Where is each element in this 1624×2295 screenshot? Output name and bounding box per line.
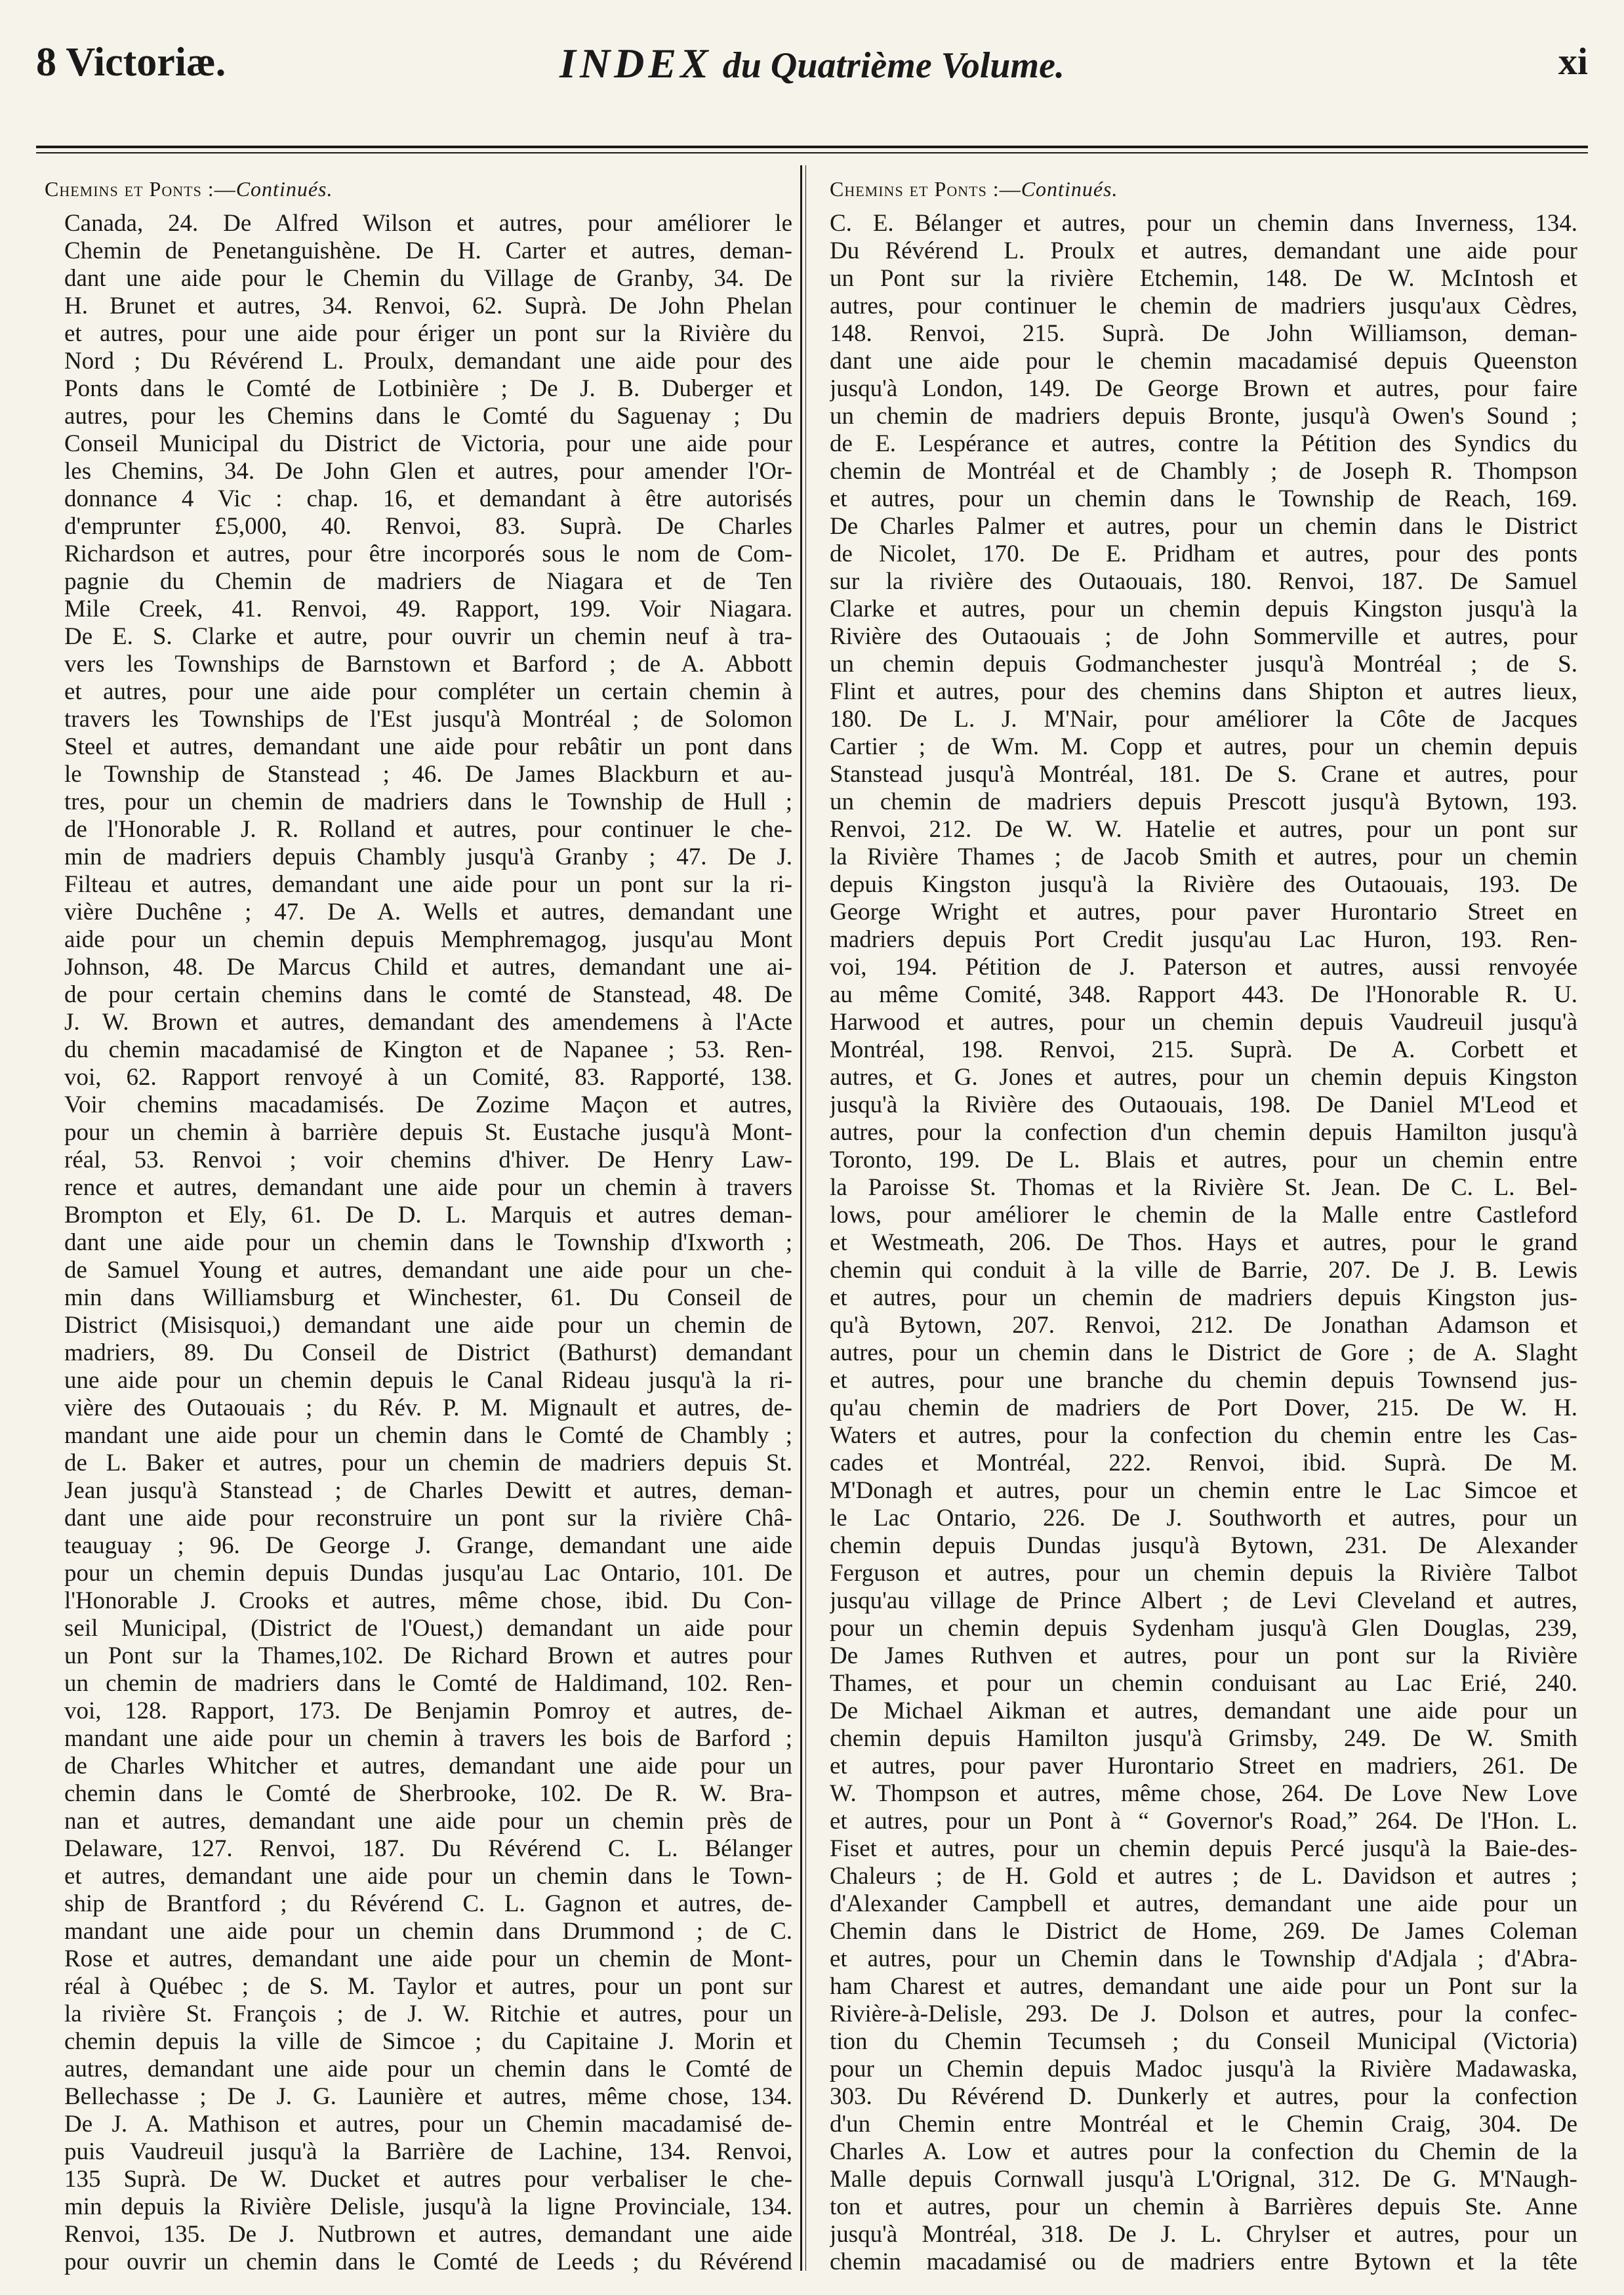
index-text-line: et autres, pour une aide pour compléter un certain chemin à: [64, 678, 792, 705]
index-text-line: Cartier ; de Wm. M. Copp et autres, pour un chemin depuis: [830, 733, 1577, 760]
page-title: [36, 39, 1588, 88]
index-text-line: Charles A. Low et autres pour la confection du Chemin de la: [830, 2138, 1577, 2165]
right-heading-continued: Continués.: [1021, 177, 1118, 201]
page-header: [36, 33, 1588, 112]
index-text-line: M'Donagh et autres, pour un chemin entre le Lac Simcoe et: [830, 1477, 1577, 1504]
index-text-line: d'Alexander Campbell et autres, demandant une aide pour un: [830, 1890, 1577, 1917]
index-text-line: de Samuel Young et autres, demandant une aide pour un che-: [64, 1257, 792, 1284]
index-text-line: un chemin depuis Godmanchester jusqu'à Montréal ; de S.: [830, 651, 1577, 678]
index-text-line: Clarke et autres, pour un chemin depuis Kingston jusqu'à la: [830, 596, 1577, 622]
title-rest: du Quatrième Volume.: [722, 45, 1065, 86]
index-text-line: pour ouvrir un chemin dans le Comté de Leeds ; du Révérend: [64, 2248, 792, 2275]
index-text-line: dant une aide pour un chemin dans le Township d'Ixworth ;: [64, 1229, 792, 1256]
index-text-line: madriers depuis Port Credit jusqu'au Lac Huron, 193. Ren-: [830, 926, 1577, 953]
index-text-line: une aide pour un chemin depuis le Canal Rideau jusqu'à la ri-: [64, 1367, 792, 1394]
index-text-line: min de madriers depuis Chambly jusqu'à Granby ; 47. De J.: [64, 843, 792, 870]
index-text-line: et autres, pour un Pont à “ Governor's Road,” 264. De l'Hon. L.: [830, 1808, 1577, 1835]
right-section-heading: [830, 174, 1577, 203]
index-text-line: travers les Townships de l'Est jusqu'à Montréal ; de Solomon: [64, 706, 792, 733]
index-text-line: Du Révérend L. Proulx et autres, demandant une aide pour: [830, 237, 1577, 264]
index-text-line: Fiset et autres, pour un chemin depuis Percé jusqu'à la Baie-des-: [830, 1835, 1577, 1862]
index-text-line: autres, pour continuer le chemin de madriers jusqu'aux Cèdres,: [830, 293, 1577, 319]
index-text-line: cades et Montréal, 222. Renvoi, ibid. Suprà. De M.: [830, 1450, 1577, 1476]
index-text-line: pour un chemin depuis Sydenham jusqu'à Glen Douglas, 239,: [830, 1615, 1577, 1642]
index-text-line: dant une aide pour le chemin macadamisé depuis Queenston: [830, 348, 1577, 375]
index-text-line: Johnson, 48. De Marcus Child et autres, demandant une ai-: [64, 954, 792, 981]
index-text-line: mandant une aide pour un chemin dans le Comté de Chambly ;: [64, 1422, 792, 1449]
index-text-line: jusqu'à Montréal, 318. De J. L. Chrylser et autres, pour un: [830, 2221, 1577, 2248]
index-text-line: Rivière-à-Delisle, 293. De J. Dolson et autres, pour la confec-: [830, 2001, 1577, 2027]
index-text-line: nan et autres, demandant une aide pour un chemin près de: [64, 1808, 792, 1835]
index-text-line: pour un Chemin depuis Madoc jusqu'à la Rivière Madawaska,: [830, 2056, 1577, 2082]
index-text-line: Mile Creek, 41. Renvoi, 49. Rapport, 199. Voir Niagara.: [64, 596, 792, 622]
index-text-line: la Paroisse St. Thomas et la Rivière St. Jean. De C. L. Bel-: [830, 1174, 1577, 1201]
index-text-line: voi, 62. Rapport renvoyé à un Comité, 83. Rapporté, 138.: [64, 1064, 792, 1091]
index-text-line: Renvoi, 212. De W. W. Hatelie et autres, pour un pont sur: [830, 816, 1577, 843]
session-label: 8 Victoriæ.: [36, 40, 226, 85]
left-heading-continued: Continués.: [235, 177, 333, 201]
index-text-line: chemin de Montréal et de Chambly ; de Joseph R. Thompson: [830, 458, 1577, 485]
index-text-line: de l'Honorable J. R. Rolland et autres, pour continuer le che-: [64, 816, 792, 843]
index-text-line: Bellechasse ; De J. G. Launière et autres, même chose, 134.: [64, 2083, 792, 2110]
index-text-line: jusqu'au village de Prince Albert ; de Levi Cleveland et autres,: [830, 1587, 1577, 1614]
right-heading-title: Chemins et Ponts :—: [830, 177, 1021, 201]
index-text-line: tion du Chemin Tecumseh ; du Conseil Municipal (Victoria): [830, 2028, 1577, 2055]
index-text-line: Rose et autres, demandant une aide pour un chemin de Mont-: [64, 1945, 792, 1972]
index-text-line: voi, 194. Pétition de J. Paterson et autres, aussi renvoyée: [830, 954, 1577, 981]
index-text-line: autres, demandant une aide pour un chemin dans le Comté de: [64, 2056, 792, 2082]
right-column-text: [830, 210, 1577, 2276]
index-text-line: Nord ; Du Révérend L. Proulx, demandant une aide pour des: [64, 348, 792, 375]
index-text-line: et autres, pour un chemin dans le Township de Reach, 169.: [830, 485, 1577, 512]
index-text-line: autres, et G. Jones et autres, pour un chemin depuis Kingston: [830, 1064, 1577, 1091]
index-text-line: 135 Suprà. De W. Ducket et autres pour verbaliser le che-: [64, 2166, 792, 2193]
index-text-line: un Pont sur la rivière Etchemin, 148. De W. McIntosh et: [830, 265, 1577, 292]
index-text-line: autres, pour les Chemins dans le Comté du Saguenay ; Du: [64, 403, 792, 430]
index-text-line: ham Charest et autres, demandant une aide pour un Pont sur la: [830, 1973, 1577, 2000]
left-section-heading: [45, 174, 792, 203]
index-text-line: Thames, et pour un chemin conduisant au Lac Erié, 240.: [830, 1670, 1577, 1697]
index-text-line: chemin macadamisé ou de madriers entre Bytown et la tête: [830, 2248, 1577, 2275]
index-text-line: et autres, pour un Chemin dans le Township d'Adjala ; d'Abra-: [830, 1945, 1577, 1972]
index-text-line: vière des Outaouais ; du Rév. P. M. Mignault et autres, de-: [64, 1394, 792, 1421]
index-text-line: District (Misisquoi,) demandant une aide pour un chemin de: [64, 1312, 792, 1339]
index-text-line: chemin depuis Dundas jusqu'à Bytown, 231. De Alexander: [830, 1532, 1577, 1559]
index-text-line: qu'à Bytown, 207. Renvoi, 212. De Jonathan Adamson et: [830, 1312, 1577, 1339]
left-column: [45, 174, 792, 2276]
column-divider: [800, 165, 802, 2271]
index-text-line: jusqu'à London, 149. De George Brown et autres, pour faire: [830, 375, 1577, 402]
index-text-line: chemin depuis la ville de Simcoe ; du Capitaine J. Morin et: [64, 2028, 792, 2055]
index-text-line: et autres, pour une aide pour ériger un pont sur la Rivière du: [64, 320, 792, 347]
index-text-line: rence et autres, demandant une aide pour un chemin à travers: [64, 1174, 792, 1201]
index-text-line: Flint et autres, pour des chemins dans Shipton et autres lieux,: [830, 678, 1577, 705]
index-text-line: J. W. Brown et autres, demandant des amendemens à l'Acte: [64, 1009, 792, 1036]
index-text-line: pour un chemin depuis Dundas jusqu'au Lac Ontario, 101. De: [64, 1560, 792, 1587]
index-text-line: Renvoi, 135. De J. Nutbrown et autres, demandant une aide: [64, 2221, 792, 2248]
index-text-line: le Lac Ontario, 226. De J. Southworth et autres, pour un: [830, 1505, 1577, 1532]
index-text-line: depuis Kingston jusqu'à la Rivière des Outaouais, 193. De: [830, 871, 1577, 898]
index-text-line: de Charles Whitcher et autres, demandant une aide pour un: [64, 1753, 792, 1779]
index-text-line: 148. Renvoi, 215. Suprà. De John Williamson, deman-: [830, 320, 1577, 347]
right-column: [830, 174, 1577, 2276]
index-text-line: mandant une aide pour un chemin dans Drummond ; de C.: [64, 1918, 792, 1945]
header-rule-thick: [36, 146, 1588, 148]
index-text-line: tres, pour un chemin de madriers dans le Township de Hull ;: [64, 788, 792, 815]
index-text-line: Ferguson et autres, pour un chemin depuis la Rivière Talbot: [830, 1560, 1577, 1587]
index-text-line: un chemin de madriers dans le Comté de Haldimand, 102. Ren-: [64, 1670, 792, 1697]
index-text-line: de L. Baker et autres, pour un chemin de madriers depuis St.: [64, 1450, 792, 1476]
index-text-line: Conseil Municipal du District de Victoria, pour une aide pour: [64, 430, 792, 457]
page-number: xi: [1558, 40, 1588, 83]
index-text-line: d'emprunter £5,000, 40. Renvoi, 83. Suprà. De Charles: [64, 513, 792, 540]
index-text-line: chemin dans le Comté de Sherbrooke, 102. De R. W. Bra-: [64, 1780, 792, 1807]
index-text-line: qu'au chemin de madriers de Port Dover, 215. De W. H.: [830, 1394, 1577, 1421]
index-text-line: dant une aide pour reconstruire un pont sur la rivière Châ-: [64, 1505, 792, 1532]
index-text-line: W. Thompson et autres, même chose, 264. De Love New Love: [830, 1780, 1577, 1807]
index-text-line: ton et autres, pour un chemin à Barrières depuis Ste. Anne: [830, 2193, 1577, 2220]
index-text-line: autres, pour la confection d'un chemin depuis Hamilton jusqu'à: [830, 1119, 1577, 1146]
index-text-line: le Township de Stanstead ; 46. De James Blackburn et au-: [64, 761, 792, 788]
index-text-line: Montréal, 198. Renvoi, 215. Suprà. De A. Corbett et: [830, 1036, 1577, 1063]
index-text-line: et Westmeath, 206. De Thos. Hays et autres, pour le grand: [830, 1229, 1577, 1256]
index-text-line: réal à Québec ; de S. M. Taylor et autres, pour un pont sur: [64, 1973, 792, 2000]
index-text-line: George Wright et autres, pour paver Hurontario Street en: [830, 899, 1577, 925]
index-text-line: la Rivière Thames ; de Jacob Smith et autres, pour un chemin: [830, 843, 1577, 870]
index-text-line: De James Ruthven et autres, pour un pont sur la Rivière: [830, 1642, 1577, 1669]
index-text-line: Harwood et autres, pour un chemin depuis Vaudreuil jusqu'à: [830, 1009, 1577, 1036]
index-text-line: Delaware, 127. Renvoi, 187. Du Révérend C. L. Bélanger: [64, 1835, 792, 1862]
index-text-line: autres, pour un chemin dans le District de Gore ; de A. Slaght: [830, 1339, 1577, 1366]
column-divider-thin: [805, 165, 806, 2271]
index-text-line: vers les Townships de Barnstown et Barford ; de A. Abbott: [64, 651, 792, 678]
index-text-line: Rivière des Outaouais ; de John Sommerville et autres, pour: [830, 623, 1577, 650]
index-text-line: voi, 128. Rapport, 173. De Benjamin Pomroy et autres, de-: [64, 1697, 792, 1724]
index-text-line: Ponts dans le Comté de Lotbinière ; De J. B. Duberger et: [64, 375, 792, 402]
index-text-line: De Charles Palmer et autres, pour un chemin dans le District: [830, 513, 1577, 540]
header-rule-thin: [36, 152, 1588, 153]
index-text-line: sur la rivière des Outaouais, 180. Renvoi, 187. De Samuel: [830, 568, 1577, 595]
index-text-line: un Pont sur la Thames,102. De Richard Brown et autres pour: [64, 1642, 792, 1669]
index-text-line: les Chemins, 34. De John Glen et autres, pour amender l'Or-: [64, 458, 792, 485]
index-text-line: madriers, 89. Du Conseil de District (Bathurst) demandant: [64, 1339, 792, 1366]
index-text-line: Steel et autres, demandant une aide pour rebâtir un pont dans: [64, 733, 792, 760]
index-text-line: au même Comité, 348. Rapport 443. De l'Honorable R. U.: [830, 981, 1577, 1008]
index-text-line: Canada, 24. De Alfred Wilson et autres, pour améliorer le: [64, 210, 792, 237]
index-text-line: Stanstead jusqu'à Montréal, 181. De S. Crane et autres, pour: [830, 761, 1577, 788]
index-text-line: min dans Williamsburg et Winchester, 61. Du Conseil de: [64, 1284, 792, 1311]
index-text-line: Brompton et Ely, 61. De D. L. Marquis et autres deman-: [64, 1202, 792, 1229]
index-text-line: et autres, pour une branche du chemin depuis Townsend jus-: [830, 1367, 1577, 1394]
index-text-line: la rivière St. François ; de J. W. Ritchie et autres, pour un: [64, 2001, 792, 2027]
index-text-line: de E. Lespérance et autres, contre la Pétition des Syndics du: [830, 430, 1577, 457]
index-text-line: chemin qui conduit à la ville de Barrie, 207. De J. B. Lewis: [830, 1257, 1577, 1284]
index-text-line: H. Brunet et autres, 34. Renvoi, 62. Suprà. De John Phelan: [64, 293, 792, 319]
index-text-line: chemin depuis Hamilton jusqu'à Grimsby, 249. De W. Smith: [830, 1725, 1577, 1752]
index-text-line: et autres, pour paver Hurontario Street en madriers, 261. De: [830, 1753, 1577, 1779]
index-text-line: réal, 53. Renvoi ; voir chemins d'hiver. De Henry Law-: [64, 1147, 792, 1173]
index-text-line: pour un chemin à barrière depuis St. Eustache jusqu'à Mont-: [64, 1119, 792, 1146]
index-text-line: vière Duchêne ; 47. De A. Wells et autres, demandant une: [64, 899, 792, 925]
index-text-line: aide pour un chemin depuis Memphremagog, jusqu'au Mont: [64, 926, 792, 953]
index-text-line: De J. A. Mathison et autres, pour un Chemin macadamisé de-: [64, 2111, 792, 2138]
left-column-text: [45, 210, 792, 2276]
left-heading-title: Chemins et Ponts :—: [45, 177, 236, 201]
index-text-line: d'un Chemin entre Montréal et le Chemin Craig, 304. De: [830, 2111, 1577, 2138]
index-text-line: Chemin de Penetanguishène. De H. Carter et autres, deman-: [64, 237, 792, 264]
index-text-line: un chemin de madriers depuis Bronte, jusqu'à Owen's Sound ;: [830, 403, 1577, 430]
index-text-line: Filteau et autres, demandant une aide pour un pont sur la ri-: [64, 871, 792, 898]
index-text-line: Toronto, 199. De L. Blais et autres, pour un chemin entre: [830, 1147, 1577, 1173]
index-text-line: De E. S. Clarke et autre, pour ouvrir un chemin neuf à tra-: [64, 623, 792, 650]
index-text-line: Waters et autres, pour la confection du chemin entre les Cas-: [830, 1422, 1577, 1449]
index-text-line: du chemin macadamisé de Kington et de Napanee ; 53. Ren-: [64, 1036, 792, 1063]
index-text-line: Malle depuis Cornwall jusqu'à L'Orignal, 312. De G. M'Naugh-: [830, 2166, 1577, 2193]
index-text-line: 180. De L. J. M'Nair, pour améliorer la Côte de Jacques: [830, 706, 1577, 733]
index-text-line: 303. Du Révérend D. Dunkerly et autres, pour la confection: [830, 2083, 1577, 2110]
index-text-line: Voir chemins macadamisés. De Zozime Maçon et autres,: [64, 1091, 792, 1118]
index-text-line: l'Honorable J. Crooks et autres, même chose, ibid. Du Con-: [64, 1587, 792, 1614]
index-text-line: puis Vaudreuil jusqu'à la Barrière de Lachine, 134. Renvoi,: [64, 2138, 792, 2165]
index-text-line: un chemin de madriers depuis Prescott jusqu'à Bytown, 193.: [830, 788, 1577, 815]
index-text-line: et autres, demandant une aide pour un chemin dans le Town-: [64, 1863, 792, 1890]
index-text-line: teauguay ; 96. De George J. Grange, demandant une aide: [64, 1532, 792, 1559]
index-text-line: de Nicolet, 170. De E. Pridham et autres, pour des ponts: [830, 540, 1577, 567]
index-text-line: Chaleurs ; de H. Gold et autres ; de L. Davidson et autres ;: [830, 1863, 1577, 1890]
index-text-line: Chemin dans le District de Home, 269. De James Coleman: [830, 1918, 1577, 1945]
index-text-line: min depuis la Rivière Delisle, jusqu'à la ligne Provinciale, 134.: [64, 2193, 792, 2220]
index-text-line: Jean jusqu'à Stanstead ; de Charles Dewitt et autres, deman-: [64, 1477, 792, 1504]
index-text-line: donnance 4 Vic : chap. 16, et demandant à être autorisés: [64, 485, 792, 512]
index-text-line: De Michael Aikman et autres, demandant une aide pour un: [830, 1697, 1577, 1724]
index-text-line: mandant une aide pour un chemin à travers les bois de Barford ;: [64, 1725, 792, 1752]
index-text-line: pagnie du Chemin de madriers de Niagara et de Ten: [64, 568, 792, 595]
index-text-line: Richardson et autres, pour être incorporés sous le nom de Com-: [64, 540, 792, 567]
title-index-word: INDEX: [559, 40, 712, 87]
index-text-line: et autres, pour un chemin de madriers depuis Kingston jus-: [830, 1284, 1577, 1311]
index-text-line: lows, pour améliorer le chemin de la Malle entre Castleford: [830, 1202, 1577, 1229]
index-text-line: ship de Brantford ; du Révérend C. L. Gagnon et autres, de-: [64, 1890, 792, 1917]
index-text-line: dant une aide pour le Chemin du Village de Granby, 34. De: [64, 265, 792, 292]
index-text-line: de pour certain chemins dans le comté de Stanstead, 48. De: [64, 981, 792, 1008]
index-text-line: C. E. Bélanger et autres, pour un chemin dans Inverness, 134.: [830, 210, 1577, 237]
index-text-line: seil Municipal, (District de l'Ouest,) demandant un aide pour: [64, 1615, 792, 1642]
index-text-line: jusqu'à la Rivière des Outaouais, 198. De Daniel M'Leod et: [830, 1091, 1577, 1118]
